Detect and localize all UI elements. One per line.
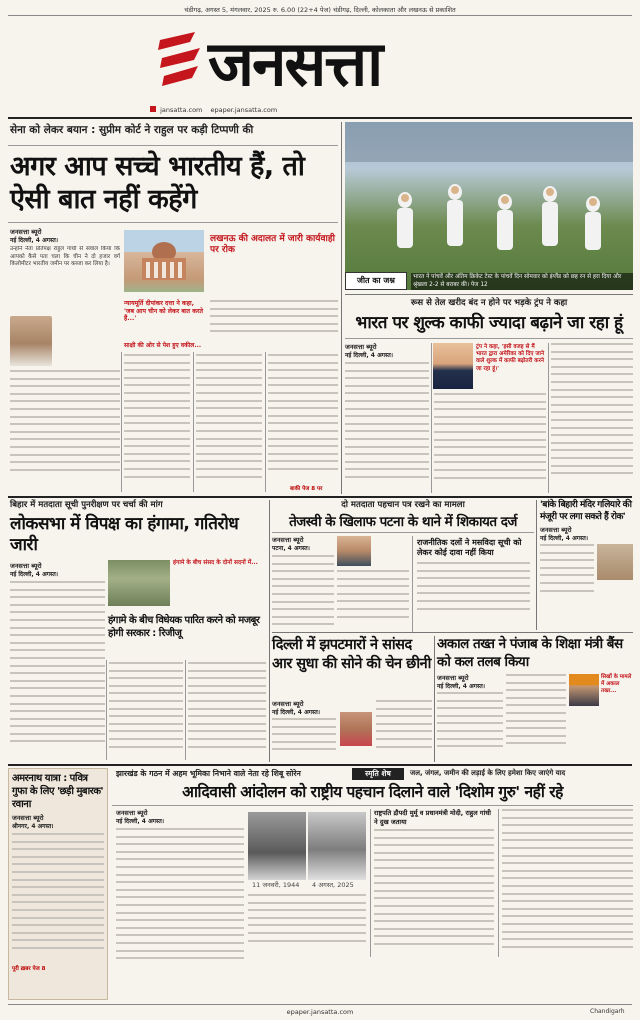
bihar-column-1 [10,562,105,751]
akal-body-2 [506,674,566,758]
lead-body-col2 [210,300,338,340]
cricket-caption: भारत ने पांचवें और अंतिम क्रिकेट टेस्ट के पांचवें दिन सोमवार को इंग्लैंड को छह रन से हरा दिया और श्रृंखला 2-2 से बराबर की। पेज 12 [411,273,633,290]
trump-quote: ट्रंप ने कहा, 'इसी वजह से मैं भारत द्वारा अमेरिका को दिए जाने वाले शुल्क में काफी बढ़ोतरी करने जा रहा हूं।' [476,344,545,372]
shibu-body-2 [248,894,366,954]
shibu-body-3 [374,829,494,953]
akal-quote: सिखों के मामले में अकाल तख्त... [601,674,632,694]
lead-headline: अगर आप सच्चे भारतीय हैं, तो ऐसी बात नहीं कहेंगे [10,151,305,215]
shibu-section [112,768,633,1000]
lead-contd[interactable]: बाकी पेज 8 पर [290,486,323,492]
amarnath-body [12,833,104,961]
website-line [150,106,277,114]
temple-headline: 'बांके बिहारी मंदिर गलियारे की मंजूरी पर लगा सकते हैं रोक' [540,500,632,522]
tejashwi-dateline: पटना, 4 अगस्त। [272,545,310,552]
lead-side-head: लखनऊ की अदालत में जारी कार्यवाही पर रोक [210,234,335,255]
lead-byline: जनसत्ता ब्यूरो [10,228,42,236]
amarnath-dateline: श्रीनगर, 4 अगस्त। [12,823,54,830]
bihar-body-2 [109,662,183,758]
footer-epaper[interactable]: epaper.jansatta.com [286,1008,354,1016]
shibu-photo-young [248,812,306,880]
court-dome-icon [124,230,204,292]
tariff-headline: भारत पर शुल्क काफी ज्यादा बढ़ाने जा रहा हूं [355,313,623,333]
shibu-headline: आदिवासी आंदोलन को राष्ट्रीय पहचान दिलाने वाले 'दिशोम गुरु' नहीं रहे [182,783,563,801]
bihar-dateline: नई दिल्ली, 4 अगस्त। [10,571,59,578]
tejashwi-quote-box [412,536,534,632]
temple-photo [597,544,633,580]
website-link[interactable]: jansatta.com [160,106,203,114]
chain-body-1 [272,718,336,758]
chain-byline: जनसत्ता ब्यूरो [272,700,304,708]
tejashwi-byline: जनसत्ता ब्यूरो [272,536,304,544]
amarnath-byline: जनसत्ता ब्यूरो [12,814,44,822]
tariff-kicker: रूस से तेल खरीद बंद न होने पर भड़के ट्रंप ने कहा [410,298,568,308]
temple-dateline: नई दिल्ली, 4 अगस्त। [540,535,589,542]
shibu-column-1 [116,809,244,968]
shibu-dateline: नई दिल्ली, 4 अगस्त। [116,818,165,825]
lead-column-2 [124,300,338,340]
footer-city: Chandigarh [590,1008,625,1015]
logo-text: जनसत्ता [208,27,382,100]
bihar-byline: जनसत्ता ब्यूरो [10,562,42,570]
lead-quote-2: साक्षी की ओर से पेश हुए वकील... [124,342,202,349]
tejashwi-photo [337,536,371,566]
rahul-photo [10,316,52,366]
lead-body: उन्होंने नेता प्रतिपक्ष राहुल गांधी से सवाल किया कि आपको कैसे पता चला कि चीन ने दो हजार वर्ग किलोमीटर भारतीय जमीन पर कब्जा कर लिया है। [10,246,120,268]
temple-byline: जनसत्ता ब्यूरो [540,526,572,534]
tariff-body-3 [551,343,633,489]
shibu-body-1 [116,828,244,968]
tejashwi-body-3 [417,562,530,620]
amarnath-contd[interactable]: पूरी ख़बर पेज 8 [12,966,46,972]
shibu-photo-old [308,812,366,880]
shibu-column-3 [374,809,494,953]
web-icon [150,106,156,112]
masthead-logo [150,24,490,104]
lead-kicker: सेना को लेकर बयान : सुप्रीम कोर्ट ने राहुल पर कड़ी टिप्पणी की [10,124,254,136]
tejashwi-kicker: दो मतदाता पहचान पत्र रखने का मामला [341,500,465,510]
temple-body [540,544,594,604]
shibu-born: 11 जनवरी, 1944 [252,881,300,889]
shibu-side-kicker: जल, जंगल, जमीन की लड़ाई के लिए हमेशा किए जाएंगे याद [410,769,566,777]
lead-body-col-b [124,354,190,490]
shibu-section-label: स्मृति शेष [352,768,404,780]
cricket-players-icon [345,122,633,290]
bihar-quote: हंगामे के बीच संसद के दोनों सदनों में... [173,560,258,566]
chain-body-2 [376,700,432,758]
tejashwi-body-2 [337,570,409,628]
bihar-kicker: बिहार में मतदाता सूची पुनरीक्षण पर चर्चा की मांग [10,500,163,510]
bains-photo [569,674,599,706]
lead-dateline: नई दिल्ली, 4 अगस्त। [10,237,59,244]
tariff-column-1 [345,343,429,488]
lead-body-col-d [268,354,338,482]
lead-body-continued [10,370,120,480]
cricket-caption-bar [345,272,633,290]
shibu-side-text: राष्ट्रपति द्रौपदी मुर्मू व प्रधानमंत्री मोदी, राहुल गांधी ने दुख जताया [374,809,491,826]
akal-body-1 [437,692,503,760]
lead-column-1 [10,228,120,480]
amarnath-box [8,768,108,1000]
tariff-body-1 [345,362,429,488]
lead-column-3 [124,342,338,350]
bihar-headline: लोकसभा में विपक्ष का हंगामा, गतिरोध जारी [10,514,239,555]
shibu-died: 4 अगस्त, 2025 [312,881,354,889]
edition-line: चंडीगढ़, अगस्त 5, मंगलवार, 2025 रु. 6.00 (22+4 पेज) चंडीगढ़, दिल्ली, कोलकाता और लखनऊ से प्रकाशित [184,6,456,14]
chain-column-1 [272,700,336,758]
lead-quote-1: न्यायमूर्ति दीपांकर दत्ता ने कहा, 'जब आप चीन को लेकर बात करते हैं...' [124,300,204,322]
amarnath-headline: अमरनाथ यात्रा : पवित्र गुफा के लिए 'छड़ी मुबारक' रवाना [12,773,104,810]
trump-photo [433,343,473,389]
tejashwi-headline: तेजस्वी के खिलाफ पटना के थाने में शिकायत दर्ज [289,514,517,530]
lead-body-col-c [196,354,262,490]
shibu-byline: जनसत्ता ब्यूरो [116,809,148,817]
temple-box [540,500,633,630]
cricket-photo [345,122,633,290]
cricket-caption-label: जीत का जश्न [345,272,407,290]
chain-dateline: नई दिल्ली, 4 अगस्त। [272,709,321,716]
bihar-body-3 [188,662,266,758]
tariff-body-2 [434,393,546,489]
shibu-body-4 [502,809,633,957]
tariff-dateline: नई दिल्ली, 4 अगस्त। [345,352,394,359]
akal-dateline: नई दिल्ली, 4 अगस्त। [437,683,486,690]
epaper-link[interactable]: epaper.jansatta.com [210,106,278,114]
chain-headline: दिल्ली में झपटमारों ने सांसद आर सुधा की सोने की चेन छीनी [272,637,431,672]
akal-byline: जनसत्ता ब्यूरो [437,674,469,682]
tariff-byline: जनसत्ता ब्यूरो [345,343,377,351]
bihar-subhead: हंगामे के बीच विधेयक पारित करने को मजबूर होगी सरकार : रिजीजू [108,615,260,639]
tejashwi-quote: राजनीतिक दलों ने मसविदा सूची को लेकर कोई दावा नहीं किया [417,538,522,557]
supreme-court-photo [124,230,204,292]
shibu-kicker: झारखंड के गठन में अहम भूमिका निभाने वाले नेता रहे शिबू सोरेन [116,769,301,778]
tejashwi-body-1 [272,555,334,635]
sudha-photo [340,712,372,746]
akal-column-1 [437,674,503,760]
bihar-body-1 [10,581,105,751]
akal-headline: अकाल तख्त ने पंजाब के शिक्षा मंत्री बैंस को कल तलब किया [437,636,623,670]
flame-logo-icon [150,30,210,100]
tejashwi-column-1 [272,536,334,635]
parliament-photo [108,560,170,606]
